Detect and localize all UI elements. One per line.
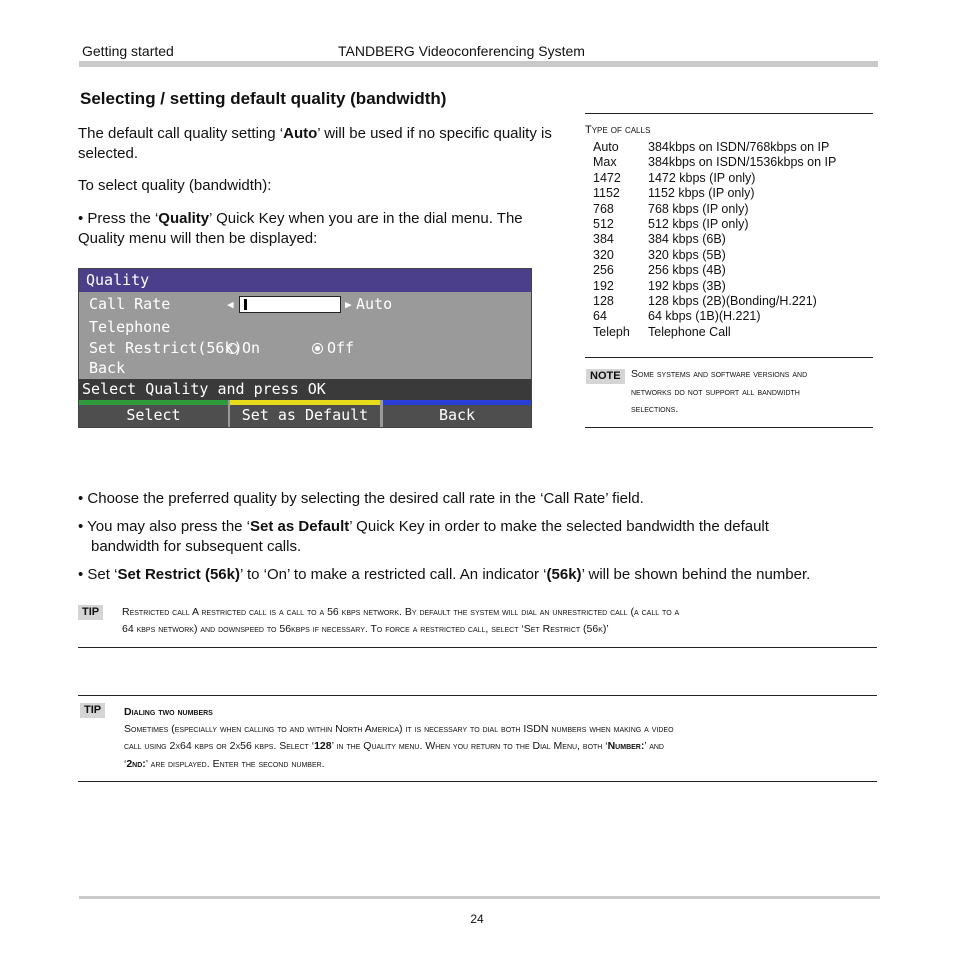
call-type-description: 768 kbps (IP only) [648,201,749,216]
tip-restricted-line-1: Restricted call A restricted call is a call to a 56 kbps network. By default the system will dial an unrestricted call (a call to a [122,606,680,618]
tip-dialing-line-3: ‘2nd:’ are displayed. Enter the second number. [124,758,325,770]
menu-item-back[interactable]: Back [89,359,126,377]
call-type-description: 384 kbps (6B) [648,232,726,247]
bullet-set-restrict: • Set ‘Set Restrict (56k)’ to ‘On’ to make a restricted call. An indicator ‘(56k)’ will be shown behind the number. [78,566,811,583]
menu-item-set-restrict[interactable]: Set Restrict(56k) [89,339,243,357]
panel-mid-rule [585,357,873,358]
call-type-code: 384 [593,232,614,247]
quality-menu [78,268,532,428]
back-quick-key[interactable]: Back [383,400,531,427]
note-line-3: selections. [631,403,679,415]
header-rule [79,61,878,67]
radio-selected-icon[interactable] [312,343,323,354]
call-type-code: 1472 [593,170,621,185]
quality-menu-title: Quality [79,269,531,292]
tip-restricted-rule [78,647,877,648]
call-type-description: 64 kbps (1B)(H.221) [648,309,761,324]
green-key-indicator [79,400,228,405]
text-cursor [244,299,247,310]
tip-dialing-top-rule [78,695,877,696]
yellow-key-indicator [230,400,380,405]
call-type-description: 256 kbps (4B) [648,263,726,278]
note-line-1: Some systems and software versions and [631,368,808,380]
select-quick-key[interactable]: Select [79,400,228,427]
tip-dialing-line-1: Sometimes (especially when calling to and within North America) it is necessary to dial both ISDN numbers when making a video [124,723,674,735]
call-type-code: 512 [593,217,614,231]
call-type-code: 768 [593,201,614,216]
blue-key-indicator [383,400,531,405]
panel-top-rule [585,113,873,114]
call-type-description: 1472 kbps (IP only) [648,170,756,185]
arrow-left-icon[interactable]: ◀ [227,298,234,311]
call-type-code: Teleph [593,324,630,339]
call-type-code: 320 [593,247,614,262]
call-type-description: 384kbps on ISDN/768kbps on IP [648,140,830,154]
page-number: 24 [470,912,484,926]
menu-item-telephone[interactable]: Telephone [89,318,171,336]
call-type-description: Telephone Call [648,324,731,339]
note-line-2: networks do not support all bandwidth [631,386,800,398]
restrict-off-option[interactable]: Off [312,339,354,357]
menu-status-bar: Select Quality and press OK [79,379,531,400]
tip-tag: TIP [80,703,105,718]
restrict-on-option[interactable]: On [227,339,260,357]
intro-paragraph-3: • Press the ‘Quality’ Quick Key when you are in the dial menu. The Quality menu will then be displayed: [78,210,523,247]
call-type-description: 384kbps on ISDN/1536kbps on IP [648,155,837,170]
page-title: Selecting / setting default quality (bandwidth) [80,89,447,108]
tip-dialing-bottom-rule [78,781,877,782]
call-type-description: 192 kbps (3B) [648,278,726,293]
bullet-set-as-default: • You may also press the ‘Set as Default’ Quick Key in order to make the selected bandwidth the default [78,518,769,535]
call-rate-value: Auto [356,295,393,313]
call-type-code: 192 [593,278,614,293]
tip-dialing-line-2: call using 2x64 kbps or 2x56 kbps. Select ‘128’ in the Quality menu. When you return to the Dial Menu, both ‘Number:’ and [124,740,664,752]
call-rate-field[interactable] [239,296,341,313]
panel-bottom-rule [585,427,873,428]
intro-paragraph-1: The default call quality setting ‘Auto’ will be used if no specific quality is selected. [78,125,552,162]
arrow-right-icon[interactable]: ▶ [345,298,352,311]
call-type-code: 64 [593,309,607,324]
tip-dialing-heading: Dialing two numbers [124,706,213,718]
call-type-code: 128 [593,294,614,308]
bullet-choose-quality: • Choose the preferred quality by selecting the desired call rate in the ‘Call Rate’ field. [78,490,644,507]
footer-rule [79,896,880,899]
tip-tag: TIP [78,605,103,620]
quick-keys [79,400,531,427]
menu-item-call-rate[interactable]: Call Rate [89,295,171,313]
call-type-description: 128 kbps (2B)(Bonding/H.221) [648,294,817,308]
call-type-code: Auto [593,140,619,154]
call-types-title: Type of calls [585,124,651,136]
header-section: Getting started [82,43,174,59]
set-as-default-quick-key[interactable]: Set as Default [230,400,380,427]
call-type-code: 256 [593,263,614,278]
header-system: TANDBERG Videoconferencing System [338,43,585,59]
call-type-description: 320 kbps (5B) [648,247,726,262]
call-type-code: Max [593,155,617,170]
bullet-set-as-default-cont: bandwidth for subsequent calls. [91,538,302,555]
tip-restricted-line-2: 64 kbps network) and downspeed to 56kbps if necessary. To force a restricted call, select ‘Set Restrict (56k)’ [122,623,609,635]
note-tag: NOTE [586,369,625,384]
radio-off-icon[interactable] [227,343,238,354]
call-type-description: 1152 kbps (IP only) [648,186,755,201]
call-type-description: 512 kbps (IP only) [648,217,749,231]
intro-paragraph-2: To select quality (bandwidth): [78,177,272,194]
call-type-code: 1152 [593,186,620,201]
